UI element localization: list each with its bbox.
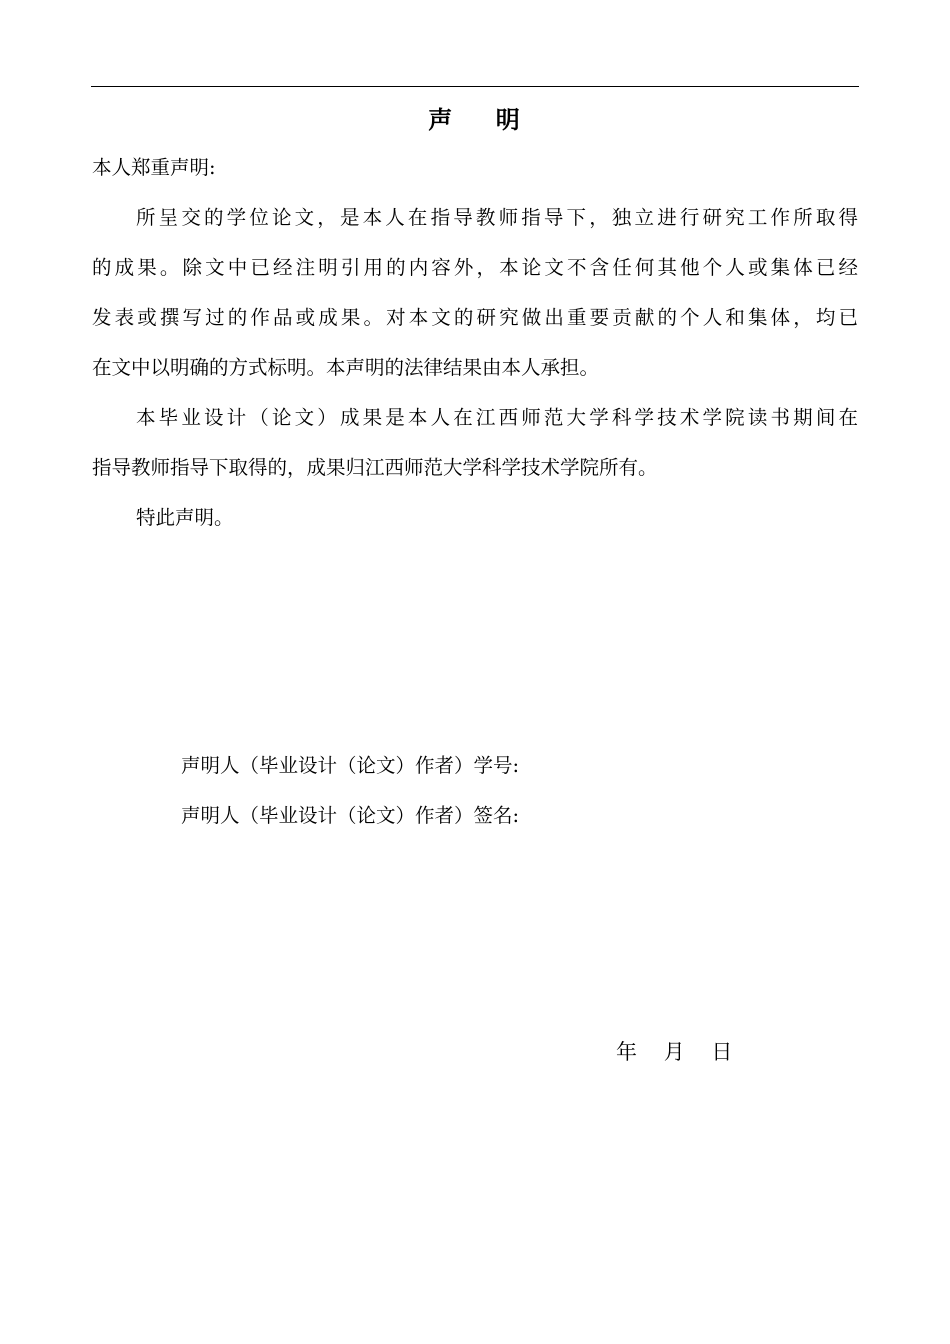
declarant-signature-field: 声明人（毕业设计（论文）作者）签名:: [181, 804, 520, 827]
closing-text: 特此声明。: [136, 506, 234, 529]
paragraph-2-line-2: 指导教师指导下取得的，成果归江西师范大学科学技术学院所有。: [92, 456, 658, 479]
paragraph-2-line-1: 本毕业设计（论文）成果是本人在江西师范大学科学技术学院读书期间在: [136, 406, 858, 429]
intro-text: 本人郑重声明:: [92, 156, 216, 179]
page-title: 声 明: [428, 106, 522, 134]
paragraph-1-line-2: 的成果。除文中已经注明引用的内容外，本论文不含任何其他个人或集体已经: [92, 256, 858, 279]
paragraph-1-line-3: 发表或撰写过的作品或成果。对本文的研究做出重要贡献的个人和集体，均已: [92, 306, 858, 329]
declarant-id-field: 声明人（毕业设计（论文）作者）学号:: [181, 754, 520, 777]
header-rule: [91, 86, 859, 87]
paragraph-1-line-4: 在文中以明确的方式标明。本声明的法律结果由本人承担。: [92, 356, 600, 379]
paragraph-1-line-1: 所呈交的学位论文，是本人在指导教师指导下，独立进行研究工作所取得: [136, 206, 858, 229]
date-line: 年 月 日: [616, 1040, 733, 1064]
